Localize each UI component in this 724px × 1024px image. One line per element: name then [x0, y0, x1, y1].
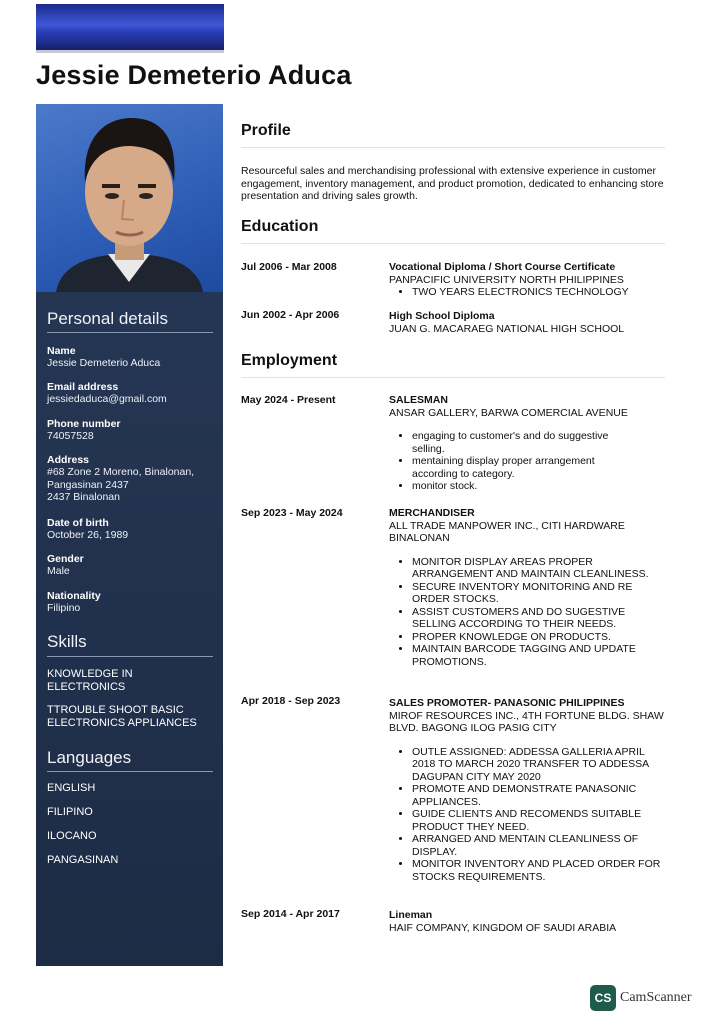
divider [47, 332, 213, 333]
personal-details-heading: Personal details [47, 309, 168, 328]
education-entry [389, 261, 669, 299]
portrait-image [36, 104, 223, 292]
employment-heading: Employment [241, 352, 338, 369]
job-entry [389, 507, 669, 668]
job-employer: ALL TRADE MANPOWER INC., CITI HARDWARE BINALONAN [389, 519, 625, 544]
job-title: SALES PROMOTER- PANASONIC PHILIPPINES [389, 697, 625, 709]
job-employer: MIROF RESOURCES INC., 4TH FORTUNE BLDG. SHAW BLVD. BAGONG ILOG PASIG CITY [389, 709, 664, 734]
languages-heading: Languages [47, 748, 132, 767]
job-dates: May 2024 - Present [241, 394, 336, 406]
language-item: ENGLISH [47, 782, 96, 794]
job-title: SALESMAN [389, 394, 448, 406]
education-school: JUAN G. MACARAEG NATIONAL HIGH SCHOOL [389, 322, 625, 335]
education-bullets [389, 286, 669, 299]
bullet-item: • monitor stock. [412, 480, 639, 493]
bullet-item: • PROMOTE AND DEMONSTRATE PANASONIC APPLIANCES. [412, 783, 669, 808]
bullet-item: • TWO YEARS ELECTRONICS TECHNOLOGY [412, 286, 669, 299]
name-value: Jessie Demeterio Aduca [47, 357, 161, 369]
name-label: Name [47, 345, 76, 357]
language-item: FILIPINO [47, 806, 93, 818]
bullet-item: • ASSIST CUSTOMERS AND DO SUGESTIVE SELLING ACCORDING TO THEIR NEEDS. [412, 606, 669, 631]
phone-label: Phone number [47, 418, 121, 430]
skill-item: KNOWLEDGE IN ELECTRONICS [47, 668, 133, 693]
job-title: MERCHANDISER [389, 507, 475, 519]
job-entry [389, 394, 639, 493]
bullet-item: • mentaining display proper arrangement according to category. [412, 455, 639, 480]
job-entry [389, 697, 669, 883]
gender-label: Gender [47, 553, 84, 565]
bullet-item: • engaging to customer's and do suggestive selling. [412, 430, 639, 455]
skill-item: TTROUBLE SHOOT BASIC ELECTRONICS APPLIANCES [47, 704, 197, 729]
job-bullets [389, 430, 639, 493]
email-value: jessiedaduca@gmail.com [47, 393, 167, 405]
header-banner [36, 4, 224, 53]
language-item: PANGASINAN [47, 854, 119, 866]
divider [241, 147, 665, 148]
job-dates: Sep 2014 - Apr 2017 [241, 908, 340, 920]
bullet-item: • MONITOR INVENTORY AND PLACED ORDER FOR STOCKS REQUIREMENTS. [412, 858, 669, 883]
bullet-item: • MAINTAIN BARCODE TAGGING AND UPDATE PROMOTIONS. [412, 643, 669, 668]
nationality-label: Nationality [47, 590, 101, 602]
profile-heading: Profile [241, 122, 291, 139]
bullet-item: • OUTLE ASSIGNED: ADDESSA GALLERIA APRIL 2018 TO MARCH 2020 TRANSFER TO ADDESSA DAGUPAN CITY MAY 2020 [412, 746, 669, 784]
education-title: Vocational Diploma / Short Course Certificate [389, 261, 616, 273]
camscanner-text: CamScanner [620, 990, 692, 1005]
job-dates: Sep 2023 - May 2024 [241, 507, 343, 519]
divider [241, 243, 665, 244]
divider [47, 656, 213, 657]
bullet-item: • PROPER KNOWLEDGE ON PRODUCTS. [412, 631, 669, 644]
education-dates: Jul 2006 - Mar 2008 [241, 261, 337, 273]
bullet-item: • GUIDE CLIENTS AND RECOMENDS SUITABLE PRODUCT THEY NEED. [412, 808, 669, 833]
camscanner-watermark [590, 985, 692, 1011]
job-title: Lineman [389, 909, 433, 921]
nationality-value: Filipino [47, 602, 81, 614]
education-entry [389, 310, 669, 335]
address-label: Address [47, 454, 90, 466]
divider [47, 771, 213, 772]
language-item: ILOCANO [47, 830, 97, 842]
education-heading: Education [241, 218, 319, 235]
dob-label: Date of birth [47, 517, 109, 529]
bullet-item: • MONITOR DISPLAY AREAS PROPER ARRANGEMENT AND MAINTAIN CLEANLINESS. [412, 556, 669, 581]
gender-value: Male [47, 565, 70, 577]
bullet-item: • SECURE INVENTORY MONITORING AND RE ORDER STOCKS. [412, 581, 669, 606]
divider [241, 377, 665, 378]
address-value: #68 Zone 2 Moreno, Binalonan, Pangasinan 2437 2437 Binalonan [47, 466, 195, 503]
camscanner-logo-icon: CS [590, 985, 616, 1011]
job-entry [389, 909, 669, 934]
resume-name: Jessie Demeterio Aduca [36, 60, 352, 90]
email-label: Email address [47, 381, 119, 393]
education-school: PANPACIFIC UNIVERSITY NORTH PHILIPPINES [389, 273, 624, 286]
dob-value: October 26, 1989 [47, 529, 129, 541]
education-dates: Jun 2002 - Apr 2006 [241, 309, 340, 321]
education-title: High School Diploma [389, 310, 495, 322]
job-employer: ANSAR GALLERY, BARWA COMERCIAL AVENUE [389, 406, 628, 419]
profile-photo [36, 104, 223, 292]
sidebar [36, 292, 223, 966]
job-employer: HAIF COMPANY, KINGDOM OF SAUDI ARABIA [389, 921, 617, 934]
job-bullets [389, 556, 669, 669]
profile-summary: Resourceful sales and merchandising professional with extensive experience in customer engagement, inventory management, and product promotion, dedicated to enhancing store presentation and driving sales growth. [241, 165, 664, 202]
job-bullets [389, 746, 669, 884]
skills-heading: Skills [47, 632, 87, 651]
bullet-item: • ARRANGED AND MENTAIN CLEANLINESS OF DISPLAY. [412, 833, 669, 858]
job-dates: Apr 2018 - Sep 2023 [241, 695, 341, 707]
phone-value: 74057528 [47, 430, 94, 442]
